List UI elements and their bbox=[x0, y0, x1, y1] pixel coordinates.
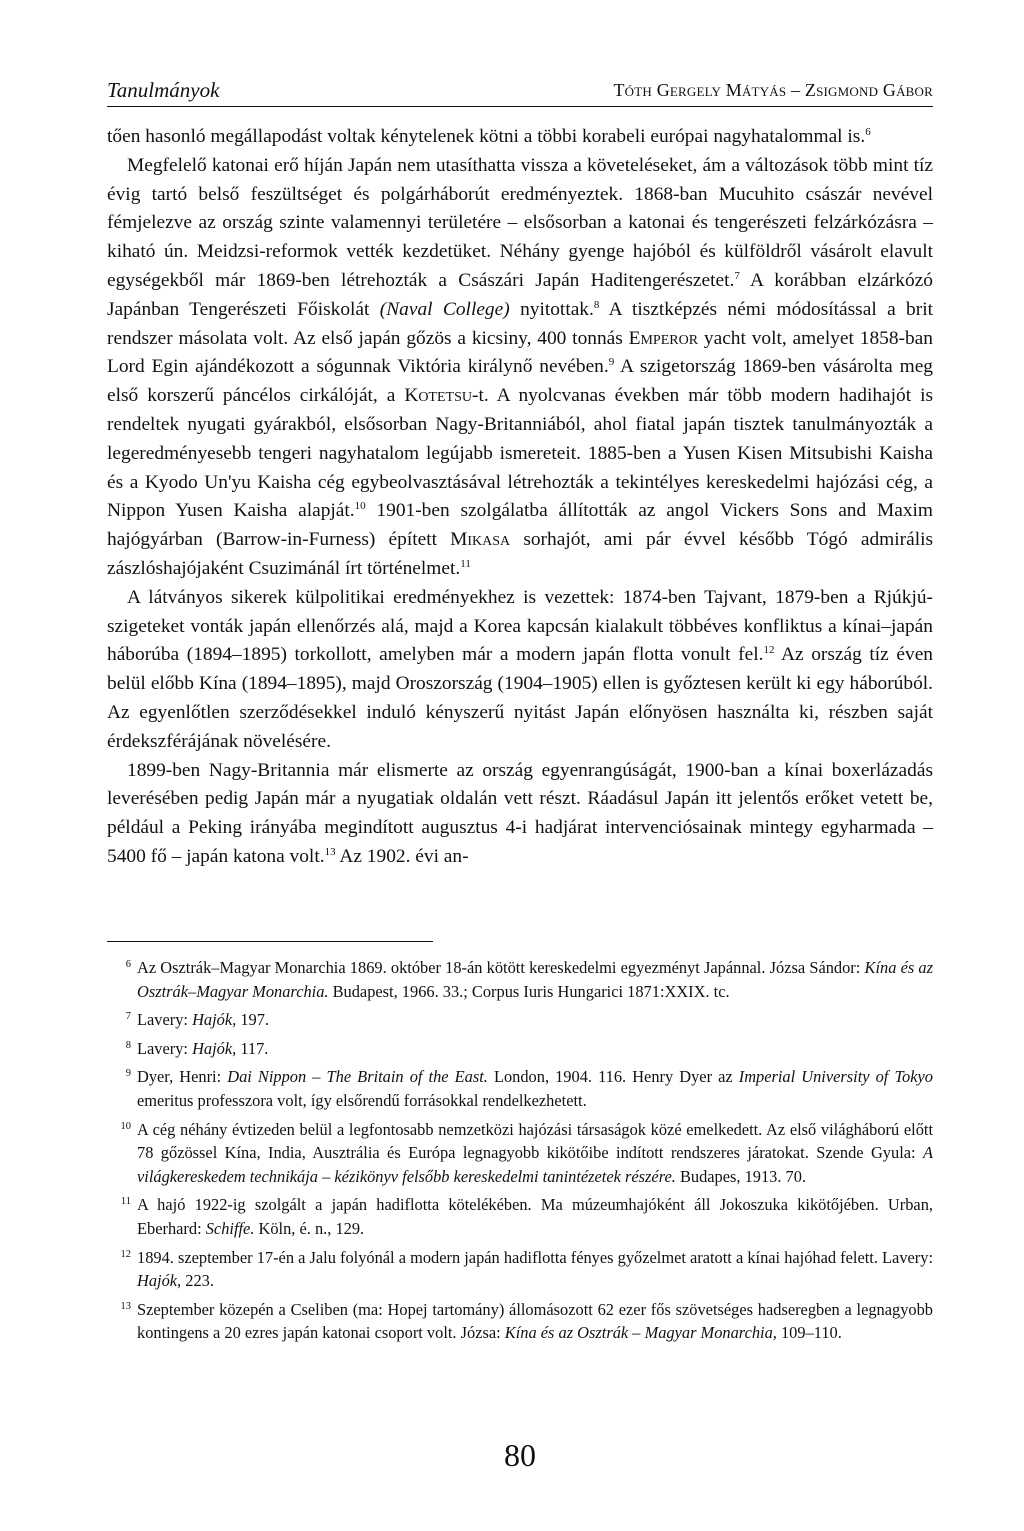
footnote-ref-9: 9 bbox=[608, 356, 615, 369]
running-header bbox=[107, 76, 933, 107]
text-run: London, 1904. 116. Henry Dyer az bbox=[487, 1067, 739, 1087]
institution-name: Imperial University of Tokyo bbox=[738, 1067, 933, 1087]
text-run: 197. bbox=[236, 1010, 269, 1030]
text-run: nyitottak. bbox=[509, 298, 594, 320]
text-run: Szeptember közepén a Cseliben (ma: Hopej tartomány) állomásozott 62 ezer fős szövetséges hadseregben a legnagyobb kontingens a 20 ezres japán katonai csoport volt. Józsa: bbox=[137, 1299, 933, 1343]
citation-title: Kína és az Osztrák – Magyar Monarchia, bbox=[504, 1323, 777, 1343]
text-run: A cég néhány évtizeden belül a legfontosabb nemzetközi hajózási társaságok közé emelkedett. Az első világháború előtt 78 gőzössel Kína, India, Ausztrália és Európa legnagyobb kikötőibe indított rendszeres járatokat. Szende Gyula: bbox=[137, 1119, 933, 1163]
text-run: Budapes, 1913. 70. bbox=[675, 1166, 807, 1186]
paragraph-4 bbox=[107, 757, 933, 872]
citation-title: Dai Nippon – The Britain of the East. bbox=[227, 1067, 488, 1087]
text-run: A szigetország 1869-ben vásárolta meg első korszerű páncélos cirkálóját, a bbox=[107, 356, 934, 407]
text-run: emeritus professzora volt, így elsőrendű forrásokkal rendelkezhetett. bbox=[137, 1090, 587, 1110]
text-run: A látványos sikerek külpolitikai eredményekhez is vezettek: 1874-ben Tajvant, 1879-ben a Rjúkjú-szigeteket vonták japán ellenőrzés alá, majd a Korea kapcsán kialakult többéves konfliktus a kínai–japán háborúba (1894–1895) torkollott, amelyben már a modern japán flotta vonult fel. bbox=[107, 586, 933, 666]
ship-name-emperor: Emperor bbox=[628, 327, 699, 349]
text-run: Dyer, Henri: bbox=[137, 1067, 228, 1087]
author-names: Tóth Gergely Mátyás – Zsigmond Gábor bbox=[613, 80, 933, 100]
text-run: Megfelelő katonai erő híján Japán nem utasíthatta vissza a követeléseket, ám a változások több mint tíz évig tartó belső feszültséget és polgárháborút eredményeztek. 1868-ban Mucuhito császár nevével fémjelezve az ország szinte valamennyi területére – elsősorban a katonai és tengerészeti felzárkózásra – kiható ún. Meidzsi-reformok vették kezdetüket. Néhány gyenge hajóból és külföldről vásárolt elavult egységekből már 1869-ben létrehozták a Császári Japán Haditengerészetet. bbox=[107, 154, 933, 291]
footnote-ref-8: 8 bbox=[593, 298, 600, 311]
citation-title: Hajók, bbox=[192, 1038, 237, 1058]
footnote-9 bbox=[107, 1065, 933, 1112]
naval-college-term: (Naval College) bbox=[379, 298, 510, 320]
footnote-ref-13: 13 bbox=[324, 845, 336, 858]
footnote-ref-11: 11 bbox=[460, 557, 471, 570]
footnote-ref-12: 12 bbox=[763, 644, 775, 657]
text-run: Lavery: bbox=[137, 1038, 193, 1058]
footnote-number: 12 bbox=[120, 1248, 131, 1260]
footnote-ref-7: 7 bbox=[734, 269, 740, 282]
footnote-number: 8 bbox=[125, 1039, 131, 1051]
text-run: Budapest, 1966. 33.; Corpus Iuris Hungarici 1871:XXIX. tc. bbox=[328, 981, 730, 1001]
footnote-number: 13 bbox=[120, 1300, 131, 1312]
text-run: Az Osztrák–Magyar Monarchia 1869. október 18-án kötött kereskedelmi egyezményt Japánnal. Józsa Sándor: bbox=[137, 958, 865, 977]
footnote-8 bbox=[107, 1037, 933, 1061]
paragraph-2 bbox=[107, 152, 933, 584]
paragraph-1 bbox=[107, 123, 933, 152]
footnotes bbox=[107, 956, 933, 1350]
footnote-10 bbox=[107, 1118, 933, 1189]
footnote-ref-10: 10 bbox=[354, 500, 366, 513]
text-run: 1894. szeptember 17-én a Jalu folyónál a modern japán hadiflotta fényes győzelmet aratott a kínai hajóhad felett. Lavery: bbox=[137, 1247, 934, 1267]
ship-name-kotetsu: Kotetsu bbox=[404, 385, 472, 407]
footnote-number: 11 bbox=[120, 1196, 131, 1208]
text-run: A tisztképzés némi módosítással a brit rendszer másolata volt. Az első japán gőzös a kicsiny, 400 tonnás bbox=[107, 298, 933, 349]
text-run: yacht volt, amelyet 1858-ban Lord Egin ajándékozott a sógunnak Viktória királynő nevében. bbox=[107, 327, 933, 378]
footnote-6 bbox=[107, 956, 933, 1003]
citation-title: A világkereskedem technikája – kézikönyv felsőbb kereskedelmi tanintézetek részére. bbox=[137, 1143, 933, 1186]
footnote-number: 6 bbox=[125, 959, 131, 970]
footnote-7 bbox=[107, 1008, 933, 1032]
page-number: 80 bbox=[504, 1437, 536, 1473]
citation-title: Hajók, bbox=[137, 1271, 182, 1291]
citation-title: Hajók, bbox=[192, 1010, 237, 1030]
text-run: 109–110. bbox=[776, 1323, 842, 1343]
footnote-ref-6: 6 bbox=[865, 126, 871, 138]
footnote-11 bbox=[107, 1193, 933, 1240]
text-run: 1901-ben szolgálatba állították az angol Vickers Sons and Maxim hajógyárban (Barrow-in-Furness) épített bbox=[107, 500, 934, 551]
citation-title: Schiffe. bbox=[205, 1218, 255, 1238]
citation-title: Kína és az Osztrák–Magyar Monarchia. bbox=[137, 958, 933, 1001]
ship-name-mikasa: Mikasa bbox=[450, 529, 511, 551]
section-title: Tanulmányok bbox=[107, 78, 220, 102]
text-run: tően hasonló megállapodást voltak kénytelenek kötni a többi korabeli európai nagyhatalommal is. bbox=[107, 126, 866, 147]
footnote-12 bbox=[107, 1246, 933, 1293]
text-run: 1899-ben Nagy-Britannia már elismerte az ország egyenrangúságát, 1900-ban a kínai boxerlázadás leverésében pedig Japán már a nyugatiak oldalán vett részt. Ráadásul Japán itt jelentős erőket vetett be, például a Peking irányába megindított augusztus 4-i hadjárat intervenciósainak mintegy egyharmada – 5400 fő – japán katona volt. bbox=[107, 759, 933, 867]
text-run: A hajó 1922-ig szolgált a japán hadiflotta kötelékében. Ma múzeumhajóként áll Jokoszuka kikötőjében. Urban, Eberhard: bbox=[137, 1195, 933, 1238]
text-run: A korábban elzárkózó Japánban Tengerészeti Főiskolát bbox=[107, 269, 933, 320]
footnote-number: 10 bbox=[120, 1120, 131, 1132]
paragraph-3 bbox=[107, 584, 933, 757]
main-text bbox=[107, 123, 933, 872]
text-run: Köln, é. n., 129. bbox=[254, 1218, 365, 1238]
text-run: 117. bbox=[236, 1038, 269, 1058]
footnote-separator bbox=[107, 941, 433, 942]
text-run: -t. A nyolcvanas években már több modern hadihajót is rendeltek nyugati gyárakból, elsősorban Nagy-Britanniából, ahol fiatal japán tisztek tanulmányozták a legeredményesebb tengeri nagyhatalom legújabb ismereteit. 1885-ben a Yusen Kisen Mitsubishi Kaisha és a Kyodo Un'yu Kaisha cég egybeolvasztásával létrehozták a tekintélyes kereskedelmi hajózási cég, a Nippon Yusen Kaisha alapját. bbox=[107, 385, 933, 522]
text-run: Az 1902. évi an- bbox=[335, 845, 469, 867]
footnote-number: 9 bbox=[125, 1068, 131, 1080]
footnote-number: 7 bbox=[125, 1011, 131, 1023]
text-run: sorhajót, ami pár évvel később Tógó admirális zászlóshajójaként Csuzimánál írt történelmet. bbox=[107, 529, 934, 579]
text-run: Lavery: bbox=[137, 1010, 193, 1030]
footnote-13 bbox=[107, 1298, 933, 1345]
text-run: Az ország tíz éven belül előbb Kína (1894–1895), majd Oroszország (1904–1905) ellen is győztesen került ki egy háborúból. Az egyenlőtlen szerződésekkel induló kényszerű nyitást Japán előnyösen használta ki, részben saját érdekszférájának növelésére. bbox=[107, 644, 933, 752]
text-run: 223. bbox=[181, 1271, 214, 1291]
